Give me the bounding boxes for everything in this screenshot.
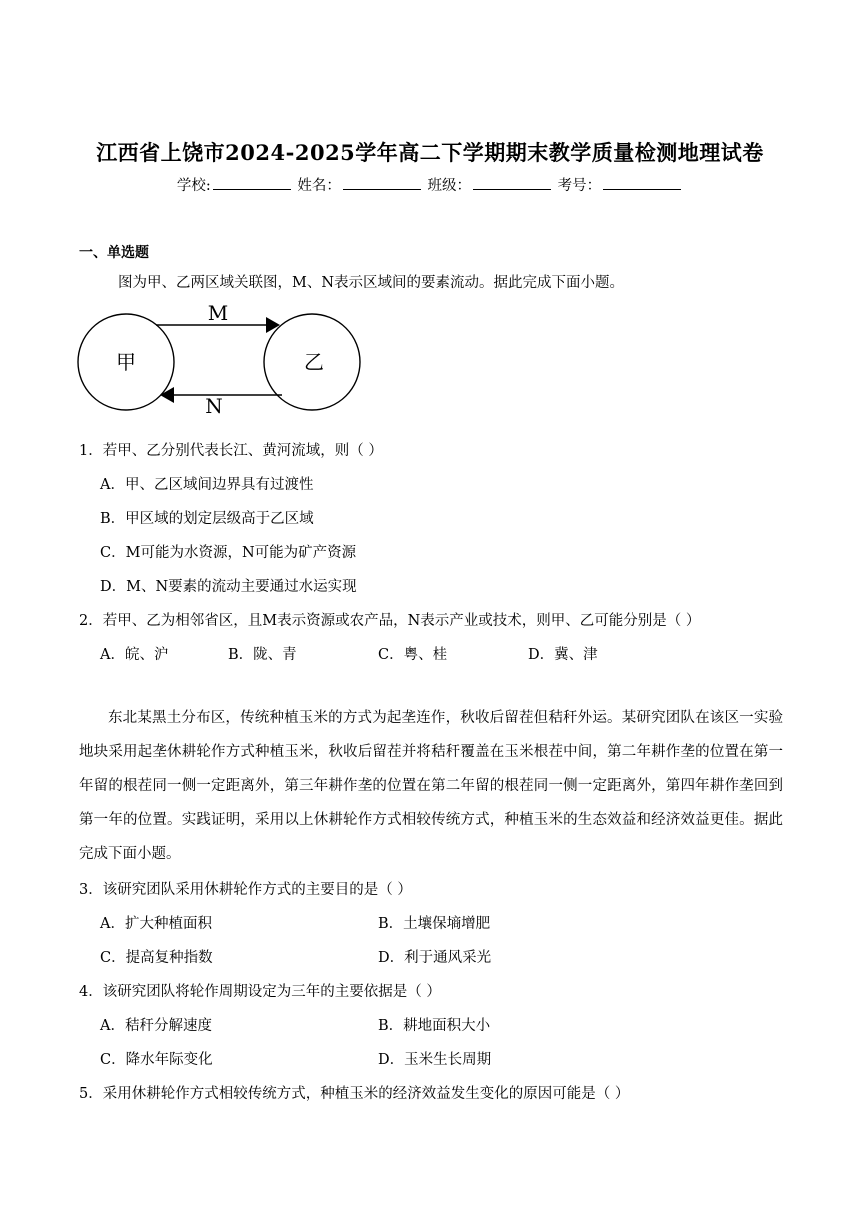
name-blank[interactable] [343,175,421,190]
exam-no-label: 考号： [557,178,602,194]
question-4-stem: 4．该研究团队将轮作周期设定为三年的主要依据是（ ） [79,984,441,1000]
question-3-stem: 3．该研究团队采用休耕轮作方式的主要目的是（ ） [79,882,412,898]
q3-option-a[interactable]: A．扩大种植面积 [100,916,212,932]
arrow-m-head [266,317,280,333]
q2-option-a[interactable]: A．皖、沪 [100,647,169,663]
section-intro: 图为甲、乙两区域关联图，M、N表示区域间的要素流动。据此完成下面小题。 [118,275,625,291]
label-n: N [205,394,223,418]
q1-option-d[interactable]: D．M、N要素的流动主要通过水运实现 [100,579,357,595]
q2-option-d[interactable]: D．冀、津 [528,647,598,663]
section-heading: 一、单选题 [79,245,149,261]
question-2-stem: 2．若甲、乙为相邻省区，且M表示资源或农产品，N表示产业或技术，则甲、乙可能分别是（ ） [79,613,701,629]
school-blank[interactable] [213,175,291,190]
class-label: 班级： [427,178,471,194]
q2-option-b[interactable]: B．陇、青 [228,647,297,663]
class-blank[interactable] [473,175,551,190]
arrow-n-head [160,387,174,403]
q1-option-c[interactable]: C．M可能为水资源，N可能为矿产资源 [100,545,357,561]
q3-option-d[interactable]: D．利于通风采光 [378,950,492,966]
page-title: 江西省上饶市2024-2025学年高二下学期期末教学质量检测地理试卷 [96,140,764,165]
q4-option-d[interactable]: D．玉米生长周期 [378,1052,492,1068]
q3-option-c[interactable]: C．提高复种指数 [100,950,213,966]
label-jia: 甲 [116,350,136,374]
school-label: 学校: [176,178,211,194]
q1-option-b[interactable]: B．甲区域的划定层级高于乙区域 [100,511,314,527]
material-passage: 东北某黑土分布区，传统种植玉米的方式为起垄连作，秋收后留茬但秸秆外运。某研究团队在该区一实验地块采用起垄休耕轮作方式种植玉米，秋收后留茬并将秸秆覆盖在玉米根茬中间，第二年耕作垄的位置在第一年留的根茬同一侧一定距离外，第三年耕作垄的位置在第二年留的根茬同一侧一定距离外，第四年耕作垄回到第一年的位置。实践证明，采用以上休耕轮作方式相较传统方式，种植玉米的生态效益和经济效益更佳。据此完成下面小题。 [79,710,783,862]
region-diagram [76,300,366,418]
label-m: M [207,301,229,325]
student-info-line [0,174,860,195]
question-5-stem: 5．采用休耕轮作方式相较传统方式，种植玉米的经济效益发生变化的原因可能是（ ） [79,1086,630,1102]
question-1-stem: 1．若甲、乙分别代表长江、黄河流域，则（ ） [79,443,383,459]
exam-no-blank[interactable] [603,175,681,190]
name-label: 姓名： [297,178,341,194]
label-yi: 乙 [304,350,324,374]
q4-option-c[interactable]: C．降水年际变化 [100,1052,213,1068]
q4-option-b[interactable]: B．耕地面积大小 [378,1018,491,1034]
q4-option-a[interactable]: A．秸秆分解速度 [100,1018,212,1034]
q2-option-c[interactable]: C．粤、桂 [378,647,448,663]
q1-option-a[interactable]: A．甲、乙区域间边界具有过渡性 [100,477,314,493]
q3-option-b[interactable]: B．土壤保墒增肥 [378,916,491,932]
